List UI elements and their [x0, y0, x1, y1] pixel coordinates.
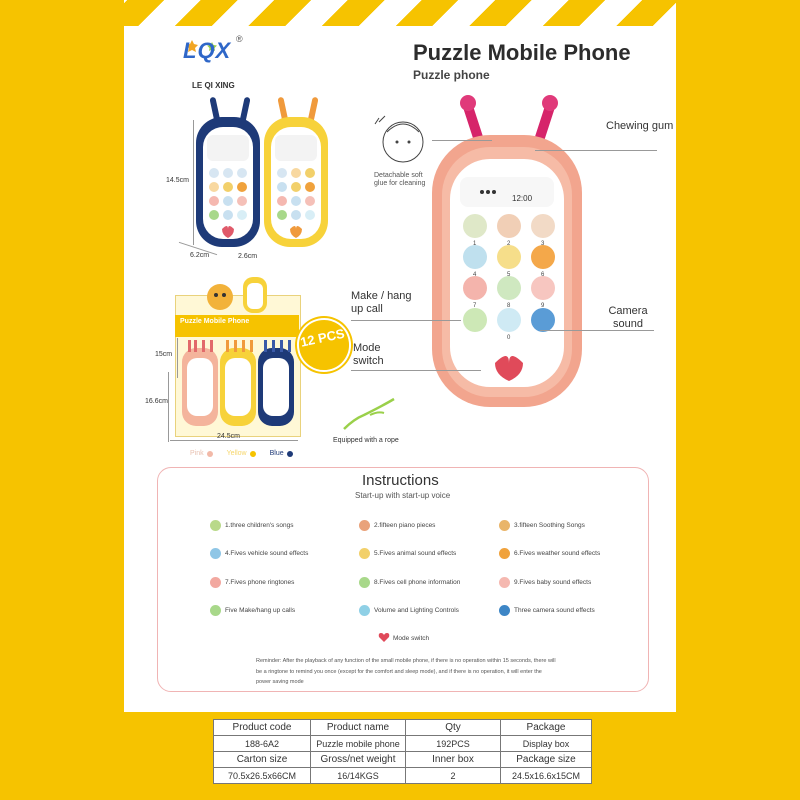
instruction-item: 5.Fives animal sound effects — [359, 548, 456, 559]
heart-icon — [378, 632, 390, 645]
chewing-gum-label: Chewing gum — [606, 120, 674, 132]
detachable-glue-label: Detachable soft glue for cleaning — [374, 172, 426, 187]
instruction-item: 4.Fives vehicle sound effects — [210, 548, 308, 559]
svg-text:12:00: 12:00 — [512, 194, 533, 203]
brand-logo: LQX — [183, 38, 232, 63]
table-row — [214, 736, 592, 752]
box-width-line — [170, 440, 298, 441]
display-box-label: Puzzle Mobile Phone — [180, 318, 250, 325]
instruction-item: Volume and Lighting Controls — [359, 605, 459, 616]
sun-icon — [499, 548, 510, 559]
svg-text:3: 3 — [541, 241, 545, 247]
table-cell: Puzzle mobile phone — [311, 736, 406, 752]
spec-table — [213, 719, 592, 784]
svg-text:4: 4 — [473, 272, 477, 278]
registered-mark: ® — [236, 34, 243, 44]
height-dimension: 14.5cm — [166, 177, 189, 184]
piano-icon — [359, 520, 370, 531]
camera-sound-label: Camera sound — [608, 305, 648, 330]
ringtone-icon — [210, 577, 221, 588]
table-row — [214, 752, 592, 768]
pcs-badge: 12 PCS — [292, 313, 356, 377]
right-yellow-border — [676, 0, 800, 800]
chewing-leader-line — [535, 150, 657, 151]
svg-text:7: 7 — [473, 303, 477, 309]
table-cell: Inner box — [406, 752, 501, 768]
table-cell: 192PCS — [406, 736, 501, 752]
instruction-item: Three camera sound effects — [499, 605, 595, 616]
svg-text:1: 1 — [473, 241, 477, 247]
song-icon — [210, 520, 221, 531]
table-cell: Product code — [214, 720, 311, 736]
table-cell: 2 — [406, 768, 501, 784]
yellow-swatch — [250, 451, 256, 457]
legend-pink: Pink — [190, 450, 217, 457]
table-cell: Display box — [501, 736, 592, 752]
table-cell: Carton size — [214, 752, 311, 768]
box-inner-height-line — [177, 338, 178, 378]
rope-image — [340, 395, 400, 440]
pink-swatch — [207, 451, 213, 457]
make-hang-call-label: Make / hang up call — [351, 290, 412, 315]
instruction-item: Five Make/hang up calls — [210, 605, 295, 616]
blue-swatch — [287, 451, 293, 457]
table-cell: Package size — [501, 752, 592, 768]
box-total-height: 16.6cm — [145, 398, 168, 405]
page-subtitle: Puzzle phone — [413, 68, 490, 82]
instruction-item: 3.fifteen Soothing Songs — [499, 520, 585, 531]
table-cell: 70.5x26.5x66CM — [214, 768, 311, 784]
svg-text:6: 6 — [541, 272, 545, 278]
volume-icon — [359, 605, 370, 616]
box-inner-height: 15cm — [155, 351, 173, 358]
brand-name: LE QI XING — [192, 81, 235, 90]
mode-switch-label: Mode switch — [353, 342, 384, 367]
legend-blue: Blue — [270, 450, 297, 457]
instruction-item: 6.Fives weather sound effects — [499, 548, 600, 559]
box-height-line — [168, 372, 169, 442]
table-cell: 16/14KGS — [311, 768, 406, 784]
detach-leader-line — [432, 140, 492, 141]
camera-icon — [499, 605, 510, 616]
rope-label: Equipped with a rope — [333, 437, 399, 444]
table-cell: Qty — [406, 720, 501, 736]
instruction-item: 9.Fives baby sound effects — [499, 577, 591, 588]
left-yellow-border — [0, 0, 124, 800]
animal-icon — [359, 548, 370, 559]
page-title: Puzzle Mobile Phone — [413, 40, 631, 65]
table-cell: 24.5x16.6x15CM — [501, 768, 592, 784]
yellow-phone-image — [258, 95, 338, 260]
instruction-item: 8.Fives cell phone information — [359, 577, 460, 588]
instruction-item: 1.three children's songs — [210, 520, 293, 531]
table-row — [214, 720, 592, 736]
color-legend — [190, 450, 297, 457]
baby-icon — [499, 577, 510, 588]
table-cell: Gross/net weight — [311, 752, 406, 768]
box-phones-image — [180, 340, 296, 435]
box-mascot-image — [205, 275, 285, 320]
mode-switch-item: Mode switch — [378, 632, 429, 645]
instructions-title: Instructions — [362, 472, 439, 489]
table-row — [214, 768, 592, 784]
svg-text:0: 0 — [507, 335, 511, 341]
box-width: 24.5cm — [217, 433, 240, 440]
reminder-text: Reminder: After the playback of any function of the small mobile phone, if there is no operation within 15 seconds, there will be a ringtone to remind you once (except for the comfort and sleep mode), and if there is no operation, it will enter the power saving mode — [256, 658, 556, 685]
instruction-item: 7.Fives phone ringtones — [210, 577, 294, 588]
make-hang-leader-line — [351, 320, 461, 321]
depth-dimension: 2.6cm — [238, 253, 258, 260]
moon-icon — [499, 520, 510, 531]
table-cell: 188-6A2 — [214, 736, 311, 752]
instructions-subtitle: Start-up with start-up voice — [355, 491, 451, 500]
phone-call-icon — [210, 605, 221, 616]
camera-leader-line — [540, 330, 654, 331]
instruction-item: 2.fifteen piano pieces — [359, 520, 435, 531]
main-phone-image — [420, 95, 590, 420]
svg-text:5: 5 — [507, 272, 511, 278]
svg-text:8: 8 — [507, 303, 511, 309]
car-icon — [210, 548, 221, 559]
svg-text:9: 9 — [541, 303, 545, 309]
mode-leader-line — [351, 370, 481, 371]
legend-yellow: Yellow — [227, 450, 260, 457]
message-icon — [359, 577, 370, 588]
height-dimension-line — [193, 120, 194, 245]
table-cell: Package — [501, 720, 592, 736]
width-dimension: 6.2cm — [190, 252, 210, 259]
svg-text:2: 2 — [507, 241, 511, 247]
table-cell: Product name — [311, 720, 406, 736]
detachable-glue-image — [365, 110, 435, 175]
